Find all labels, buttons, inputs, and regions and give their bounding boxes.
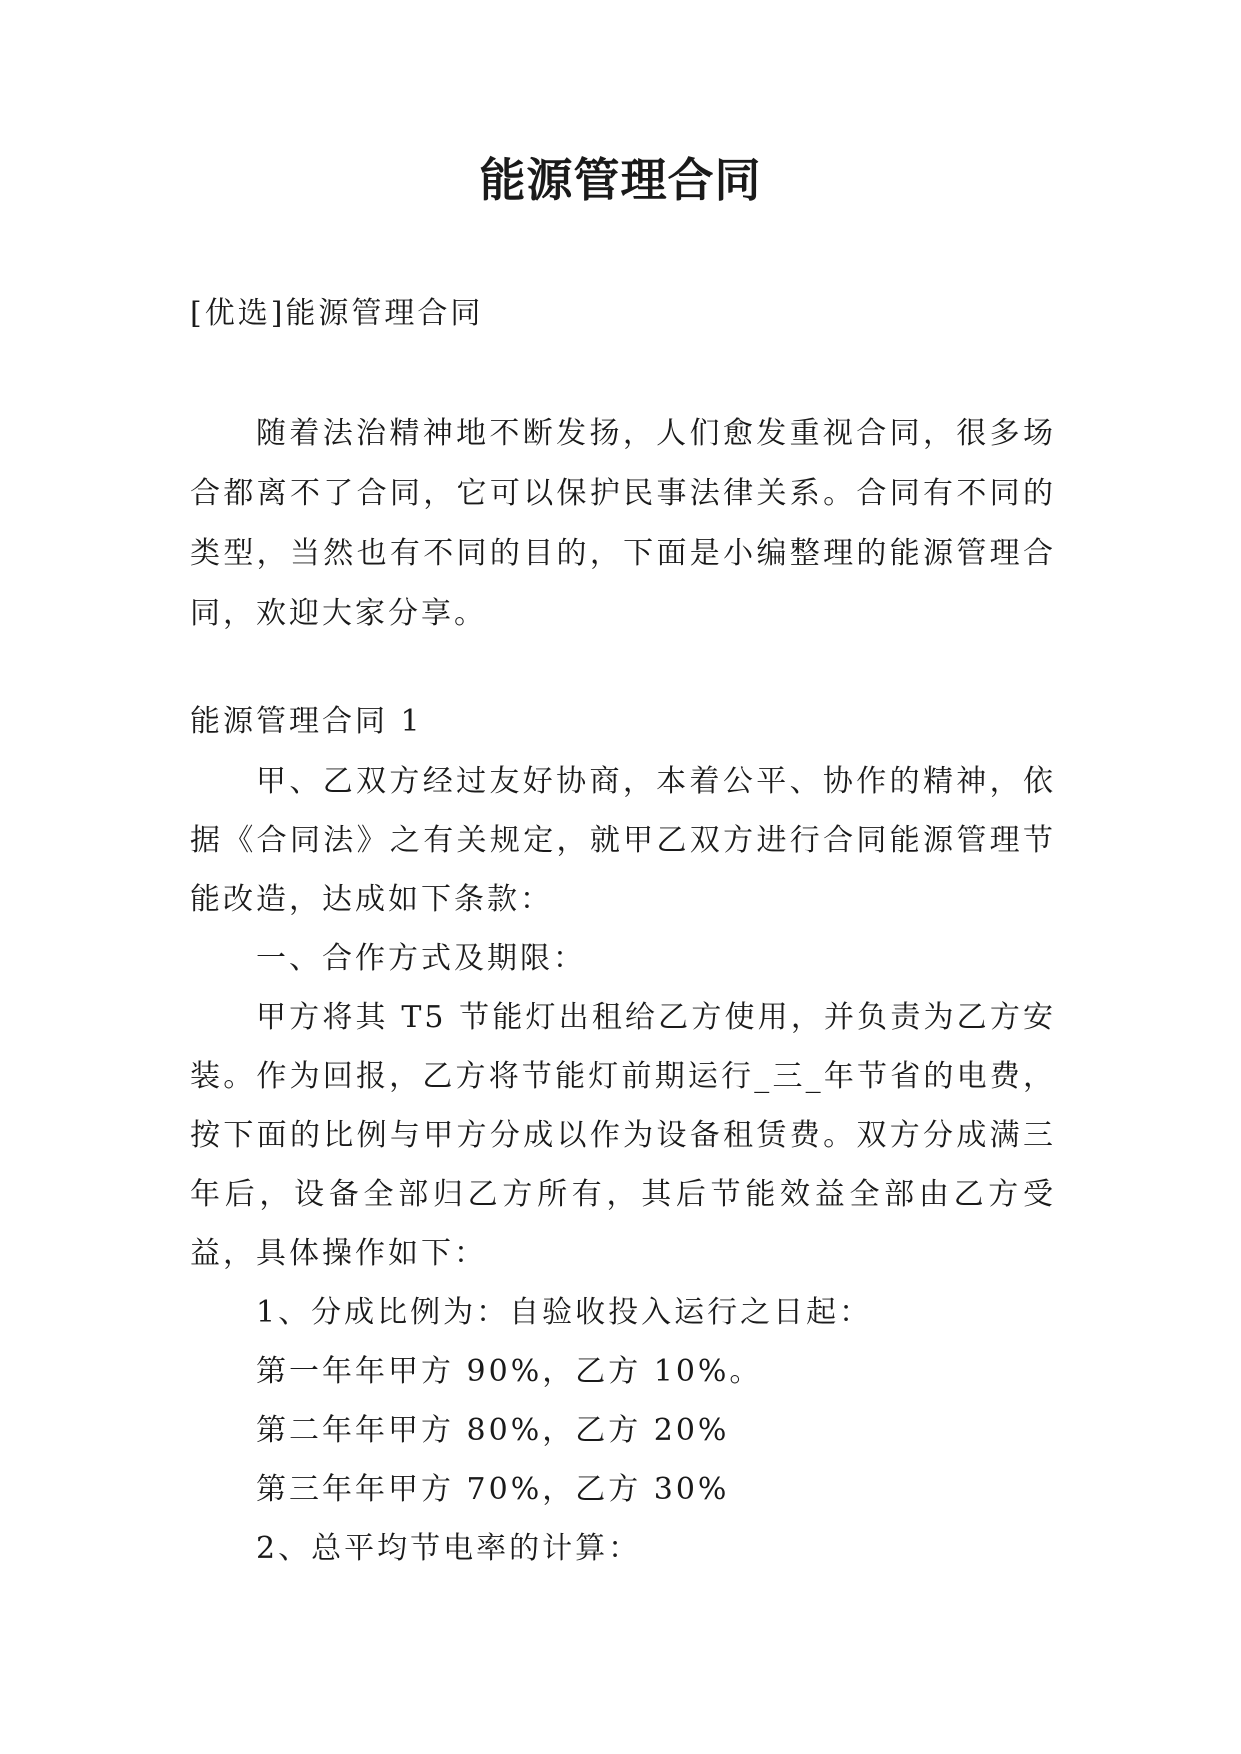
paragraph-cooperation-heading: 一、合作方式及期限： <box>256 941 586 976</box>
contract-body <box>190 752 1056 1578</box>
document-title: 能源管理合同 <box>479 153 762 207</box>
paragraph-year-three: 第三年年甲方 70%，乙方 30% <box>256 1472 730 1507</box>
paragraph-lease-terms: 甲方将其 T5 节能灯出租给乙方使用，并负责为乙方安装。作为回报，乙方将节能灯前期运行_三_年节省的电费，按下面的比例与甲方分成以作为设备租赁费。双方分成满三年后，设备全部归乙方所有，其后节能效益全部由乙方受益，具体操作如下： <box>190 1000 1056 1271</box>
paragraph-year-one: 第一年年甲方 90%，乙方 10%。 <box>256 1354 763 1389</box>
paragraph-parties: 甲、乙双方经过友好协商，本着公平、协作的精神，依据《合同法》之有关规定，就甲乙双方进行合同能源管理节能改造，达成如下条款： <box>190 764 1056 917</box>
section-heading: 能源管理合同 1 <box>190 704 423 739</box>
document-subtitle: [优选]能源管理合同 <box>190 296 484 331</box>
paragraph-share-ratio: 1、分成比例为：自验收投入运行之日起： <box>256 1295 873 1330</box>
paragraph-year-two: 第二年年甲方 80%，乙方 20% <box>256 1413 730 1448</box>
intro-paragraph: 随着法治精神地不断发扬，人们愈发重视合同，很多场合都离不了合同，它可以保护民事法律关系。合同有不同的类型，当然也有不同的目的，下面是小编整理的能源管理合同，欢迎大家分享。 <box>190 416 1056 631</box>
paragraph-savings-rate: 2、总平均节电率的计算： <box>256 1531 642 1566</box>
